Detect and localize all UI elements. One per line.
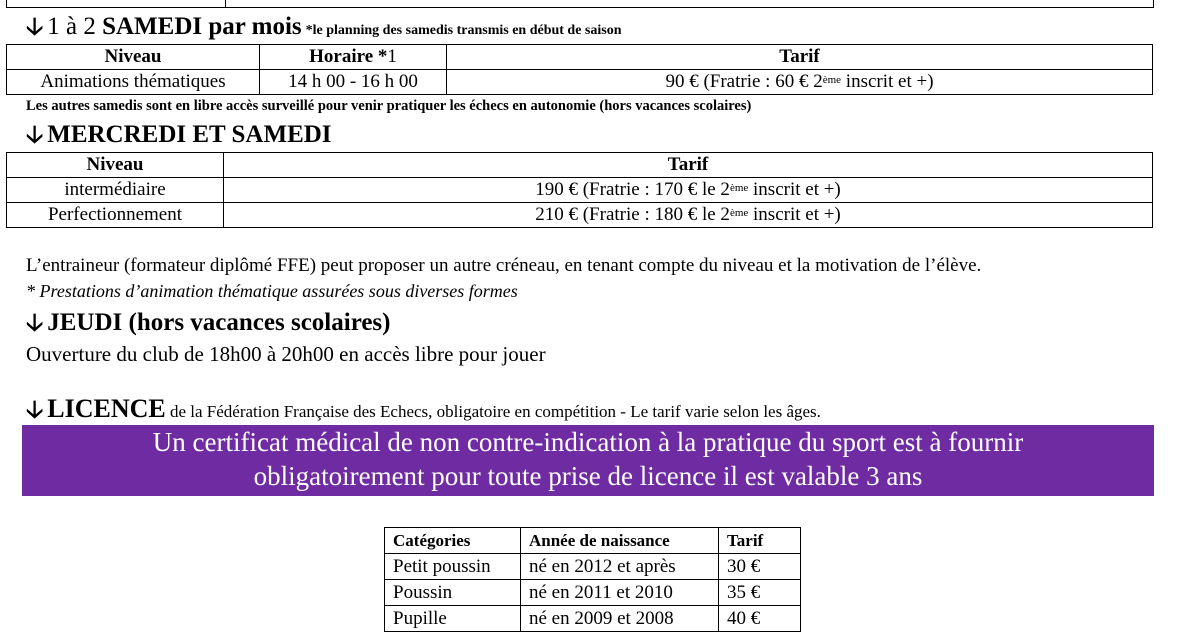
cell-niveau: Perfectionnement — [7, 203, 224, 228]
cell-annee: né en 2009 et 2008 — [521, 606, 719, 632]
cell-categorie: Petit poussin — [385, 554, 521, 580]
header-categories: Catégories — [385, 528, 521, 554]
jeudi-title: JEUDI (hors vacances scolaires) — [47, 309, 391, 336]
table-row — [385, 554, 801, 580]
down-arrow-icon: 🡣 — [26, 120, 44, 148]
licence-heading — [26, 396, 821, 422]
down-arrow-icon: 🡣 — [26, 12, 44, 40]
certificat-banner — [22, 425, 1154, 496]
cell-niveau: Animations thématiques — [7, 70, 260, 95]
table-row — [7, 203, 1153, 228]
header-niveau: Niveau — [7, 45, 260, 70]
jeudi-text: Ouverture du club de 18h00 à 20h00 en accès libre pour jouer — [26, 342, 546, 366]
header-annee: Année de naissance — [521, 528, 719, 554]
table-header-row — [7, 153, 1153, 178]
samedi-footnote: Les autres samedis sont en libre accès surveillé pour venir pratiquer les échecs en autonomie (hors vacances scolaires) — [26, 98, 752, 114]
banner-line-1: Un certificat médical de non contre-indication à la pratique du sport est à fournir — [152, 427, 1024, 457]
header-niveau: Niveau — [7, 153, 224, 178]
licence-title: LICENCE — [47, 394, 166, 423]
cell-tarif: 210 € (Fratrie : 180 € le 2ème inscrit et +) — [224, 203, 1153, 228]
table-header-row — [7, 45, 1153, 70]
samedi-table — [6, 44, 1153, 95]
samedi-note: *le planning des samedis transmis en début de saison — [305, 23, 622, 38]
cell-tarif: 30 € — [719, 554, 801, 580]
jeudi-heading — [26, 310, 390, 335]
header-tarif: Tarif — [224, 153, 1153, 178]
mercredi-table — [6, 152, 1153, 228]
samedi-heading — [26, 14, 622, 39]
down-arrow-icon: 🡣 — [26, 308, 44, 336]
table-row — [385, 580, 801, 606]
categories-table — [384, 527, 801, 632]
cell-tarif: 190 € (Fratrie : 170 € le 2ème inscrit et +) — [224, 178, 1153, 203]
banner-line-2: obligatoirement pour toute prise de licence il est valable 3 ans — [253, 461, 923, 491]
samedi-title: SAMEDI par mois — [102, 13, 302, 40]
cell-niveau: intermédiaire — [7, 178, 224, 203]
cell-horaire: 14 h 00 - 16 h 00 — [260, 70, 447, 95]
mercredi-title: MERCREDI ET SAMEDI — [47, 121, 332, 148]
down-arrow-icon: 🡣 — [26, 395, 44, 423]
cell-annee: né en 2011 et 2010 — [521, 580, 719, 606]
cell-tarif: 90 € (Fratrie : 60 € 2ème inscrit et +) — [447, 70, 1153, 95]
table-row — [7, 178, 1153, 203]
cell-categorie: Poussin — [385, 580, 521, 606]
cell-tarif: 35 € — [719, 580, 801, 606]
samedi-title-prefix: 1 à 2 — [47, 13, 103, 40]
prestations-note: * Prestations d’animation thématique assurées sous diverses formes — [26, 281, 518, 301]
previous-table-edge — [6, 0, 1154, 8]
table-header-row — [385, 528, 801, 554]
table-row — [7, 70, 1153, 95]
licence-text: de la Fédération Française des Echecs, obligatoire en compétition - Le tarif varie selon les âges. — [165, 402, 821, 421]
header-horaire: Horaire *1 — [260, 45, 447, 70]
cell-tarif: 40 € — [719, 606, 801, 632]
header-tarif: Tarif — [719, 528, 801, 554]
table-row — [385, 606, 801, 632]
header-tarif: Tarif — [447, 45, 1153, 70]
cell-annee: né en 2012 et après — [521, 554, 719, 580]
mercredi-heading — [26, 122, 332, 147]
cell-categorie: Pupille — [385, 606, 521, 632]
entraineur-text: L’entraineur (formateur diplômé FFE) peut proposer un autre créneau, en tenant compte du niveau et la motivation de l’élève. — [26, 255, 982, 276]
